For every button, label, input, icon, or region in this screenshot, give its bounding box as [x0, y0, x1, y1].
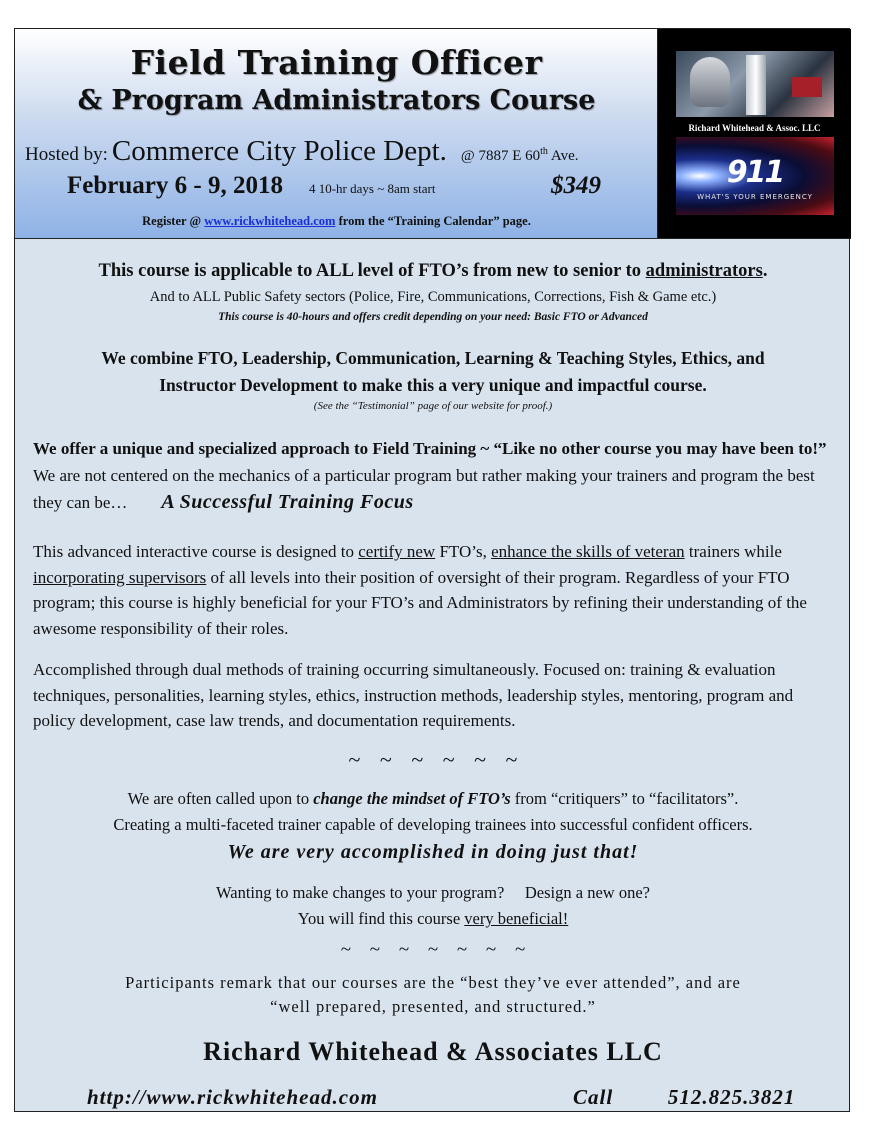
combine-heading: We combine FTO, Leadership, Communication, Learning & Teaching Styles, Ethics, and Instructor Development to make this a very unique and impactful course. [101, 348, 765, 395]
course-price: $349 [551, 172, 601, 199]
flyer-page [14, 28, 850, 1112]
course-design-paragraph: This advanced interactive course is designed to certify new FTO’s, enhance the skills of veteran trainers while incorporating supervisors of all levels into their position of oversight of their program. Regardless of your FTO program; this course is highly beneficial for your FTO’s and Administrators by refining their understanding of the awesome responsibility of their roles. [33, 542, 807, 638]
divider-tildes-2: ~ ~ ~ ~ ~ ~ ~ [340, 939, 526, 960]
logo-caption: Richard Whitehead & Assoc. LLC [688, 123, 821, 133]
hosted-label: Hosted by: [25, 144, 108, 165]
host-line [25, 135, 578, 168]
siren-icon [792, 77, 822, 97]
emergency-tagline: WHAT'S YOUR EMERGENCY [697, 193, 813, 201]
emergency-lights-image [676, 137, 834, 215]
register-line: Register @ www.rickwhitehead.com from the “Training Calendar” page. [142, 214, 531, 228]
course-dates: February 6 - 9, 2018 [67, 172, 283, 199]
badge-icon [690, 57, 730, 107]
beneficial-line: You will find this course very beneficial! [297, 909, 569, 928]
host-address: @ 7887 E 60th Ave. [460, 146, 579, 164]
course-schedule: 4 10-hr days ~ 8am start [308, 181, 436, 196]
emergency-number: 911 [726, 155, 784, 190]
remarks-line-1: Participants remark that our courses are the “best they’ve ever attended”, and are [125, 973, 741, 992]
methods-paragraph: Accomplished through dual methods of training occurring simultaneously. Focused on: training & evaluation techniques, personalities, learning styles, ethics, instruction methods, leadership styles, mentoring, program and policy development, case law trends, and documentation requirements. [33, 660, 794, 730]
mindset-line: We are often called upon to change the mindset of FTO’s from “critiquers” to “facilitators”. [127, 789, 739, 808]
title-line-1: Field Training Officer [130, 43, 543, 82]
logo-photo-collage [676, 51, 834, 117]
register-link[interactable]: www.rickwhitehead.com [204, 214, 336, 228]
course-dates-line [67, 172, 436, 200]
divider-tildes: ~ ~ ~ ~ ~ ~ [348, 747, 518, 772]
testimonial-note: (See the “Testimonial” page of our website for proof.) [313, 400, 553, 412]
accomplished-line: We are very accomplished in doing just that! [227, 841, 639, 863]
approach-paragraph: We offer a unique and specialized approach to Field Training ~ “Like no other course you may have been to!” We are not centered on the mechanics of a particular program but rather making your trainers and program the best they can be… A Successful Training Focus [33, 439, 827, 513]
website-link[interactable]: http://www.rickwhitehead.com [87, 1085, 378, 1109]
trainer-line: Creating a multi-faceted trainer capable of developing trainees into successful confident officers. [113, 815, 753, 834]
changes-line: Wanting to make changes to your program? Design a new one? [216, 883, 650, 902]
tower-icon [746, 55, 766, 115]
company-logo [658, 29, 851, 239]
credit-line: This course is 40-hours and offers credit depending on your need: Basic FTO or Advanced [218, 311, 648, 323]
focus-tagline: A Successful Training Focus [161, 491, 414, 513]
phone-number[interactable]: Call 512.825.3821 [573, 1085, 796, 1109]
applicability-heading: This course is applicable to ALL level of FTO’s from new to senior to administrators. [98, 261, 768, 281]
header-banner [15, 29, 658, 239]
company-name: Richard Whitehead & Associates LLC [203, 1037, 663, 1066]
title-line-2: & Program Administrators Course [77, 85, 596, 116]
host-department: Commerce City Police Dept. [111, 135, 447, 167]
sectors-line: And to ALL Public Safety sectors (Police, Fire, Communications, Corrections, Fish & Game etc.) [149, 289, 717, 305]
remarks-line-2: “well prepared, presented, and structured.” [270, 997, 596, 1016]
